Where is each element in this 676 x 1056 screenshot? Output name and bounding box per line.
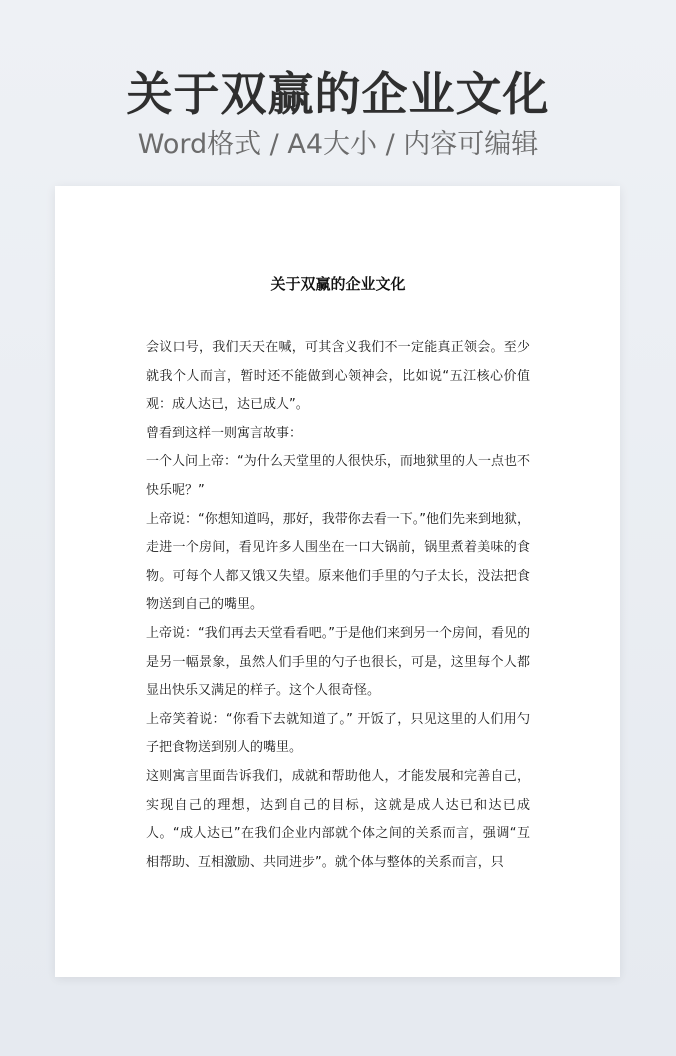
paragraph: 这则寓言里面告诉我们，成就和帮助他人，才能发展和完善自己，实现自己的理想，达到自己的目标，这就是成人达已和达已成人。“成人达已”在我们企业内部就个体之间的关系而言，强调“互相帮助、互相激励、共同进步”。就个体与整体的关系而言，只	[146, 768, 530, 870]
paragraph: 上帝笑着说：“你看下去就知道了。” 开饭了，只见这里的人们用勺子把食物送到别人的嘴里。	[146, 711, 530, 756]
document-title: 关于双赢的企业文化	[270, 275, 406, 293]
paragraph: 会议口号，我们天天在喊，可其含义我们不一定能真正领会。至少就我个人而言，暂时还不能做到心领神会，比如说“五江核心价值观：成人达已，达已成人”。	[146, 340, 530, 413]
paragraph: 一个人问上帝：“为什么天堂里的人很快乐，而地狱里的人一点也不快乐呢？”	[146, 454, 530, 498]
paragraph: 上帝说：“你想知道吗，那好，我带你去看一下。”他们先来到地狱，走进一个房间，看见许多人围坐在一口大锅前，锅里煮着美味的食物。可每个人都又饿又失望。原来他们手里的勺子太长，没法把食物送到自己的嘴里。	[146, 511, 530, 613]
page-subtitle: Word格式 / A4大小 / 内容可编辑	[137, 129, 539, 160]
page-header	[0, 62, 676, 164]
paragraph: 上帝说：“我们再去天堂看看吧。”于是他们来到另一个房间，看见的是另一幅景象，虽然人们手里的勺子也很长，可是，这里每个人都显出快乐又满足的样子。这个人很奇怪。	[146, 625, 530, 699]
page-title: 关于双赢的企业文化	[126, 67, 550, 121]
document-body	[146, 334, 530, 877]
paragraph: 曾看到这样一则寓言故事：	[146, 425, 303, 441]
